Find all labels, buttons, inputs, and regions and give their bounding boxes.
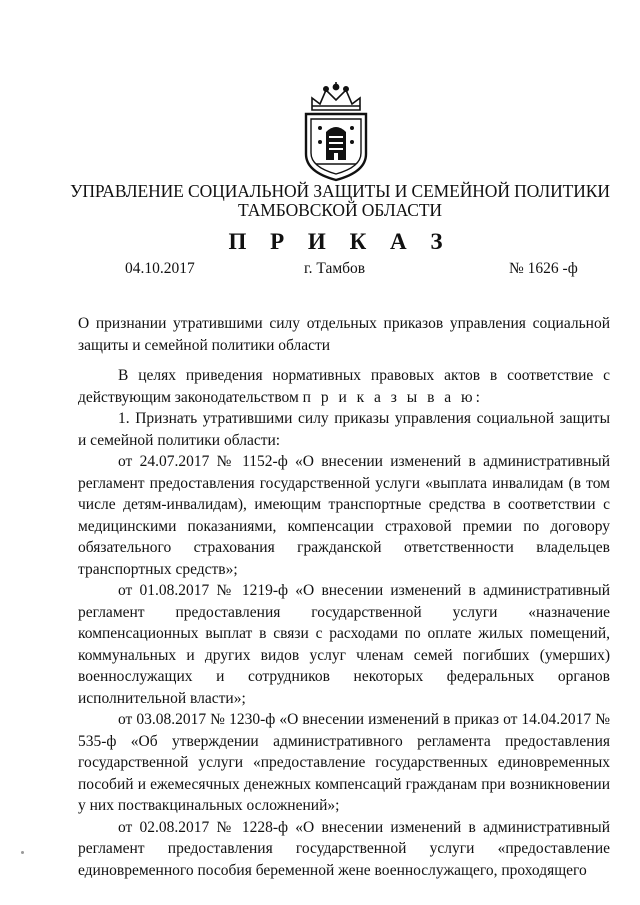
document-type-title: П Р И К А З (228, 229, 452, 254)
document-date: 04.10.2017 (125, 260, 195, 277)
organization-name-line2: ТАМБОВСКОЙ ОБЛАСТИ (238, 200, 442, 220)
document-number: № 1626 -ф (509, 260, 578, 277)
document-subject: О признании утратившими силу отдельных приказов управления социальной защиты и семейной политики области (78, 315, 610, 354)
preamble-paragraph (78, 365, 610, 408)
order-paragraph-2: от 01.08.2017 № 1219-ф «О внесении изменений в административный регламент предоставления государственной услуги «назначение компенсационных выплат в связи с расходами по оплате жилых помещений, коммунальных и других видов услуг членам семей погибших (умерших) военнослужащих и сотрудников некоторых федеральных органов исполнительной власти»; (78, 582, 610, 707)
item-1-paragraph: 1. Признать утратившими силу приказы управления социальной защиты и семейной политики области: (78, 410, 610, 449)
document-city: г. Тамбов (304, 260, 366, 277)
order-paragraph-4: от 02.08.2017 № 1228-ф «О внесении изменений в административный регламент предоставления государственной услуги «предоставление единовременного пособия беременной жене военнослужащего, проходящего (78, 818, 610, 879)
organization-name-line1: УПРАВЛЕНИЕ СОЦИАЛЬНОЙ ЗАЩИТЫ И СЕМЕЙНОЙ ПОЛИТИКИ (70, 181, 610, 201)
scan-speck (21, 851, 24, 854)
document-body (78, 365, 610, 881)
coat-of-arms-emblem (298, 82, 374, 182)
order-word: п р и к а з ы в а ю: (302, 388, 483, 406)
order-paragraph-3: от 03.08.2017 № 1230-ф «О внесении изменений в приказ от 14.04.2017 № 535-ф «Об утверждении административного регламента предоставления государственной услуги «предоставление государственных единовременных пособий и ежемесячных денежных компенсаций гражданам при возникновении у них поствакцинальных осложнений»; (78, 711, 610, 814)
order-paragraph-1: от 24.07.2017 № 1152-ф «О внесении изменений в административный регламент предоставления государственной услуги «выплата инвалидам (в том числе детям-инвалидам), имеющим транспортные средства в соответствии с медицинскими показаниями, компенсации страховой премии по договору обязательного страхования гражданской ответственности владельцев транспортных средств»; (78, 453, 610, 578)
preamble-text: В целях приведения нормативных правовых актов в соответствие с действующим законодательством (78, 367, 610, 406)
